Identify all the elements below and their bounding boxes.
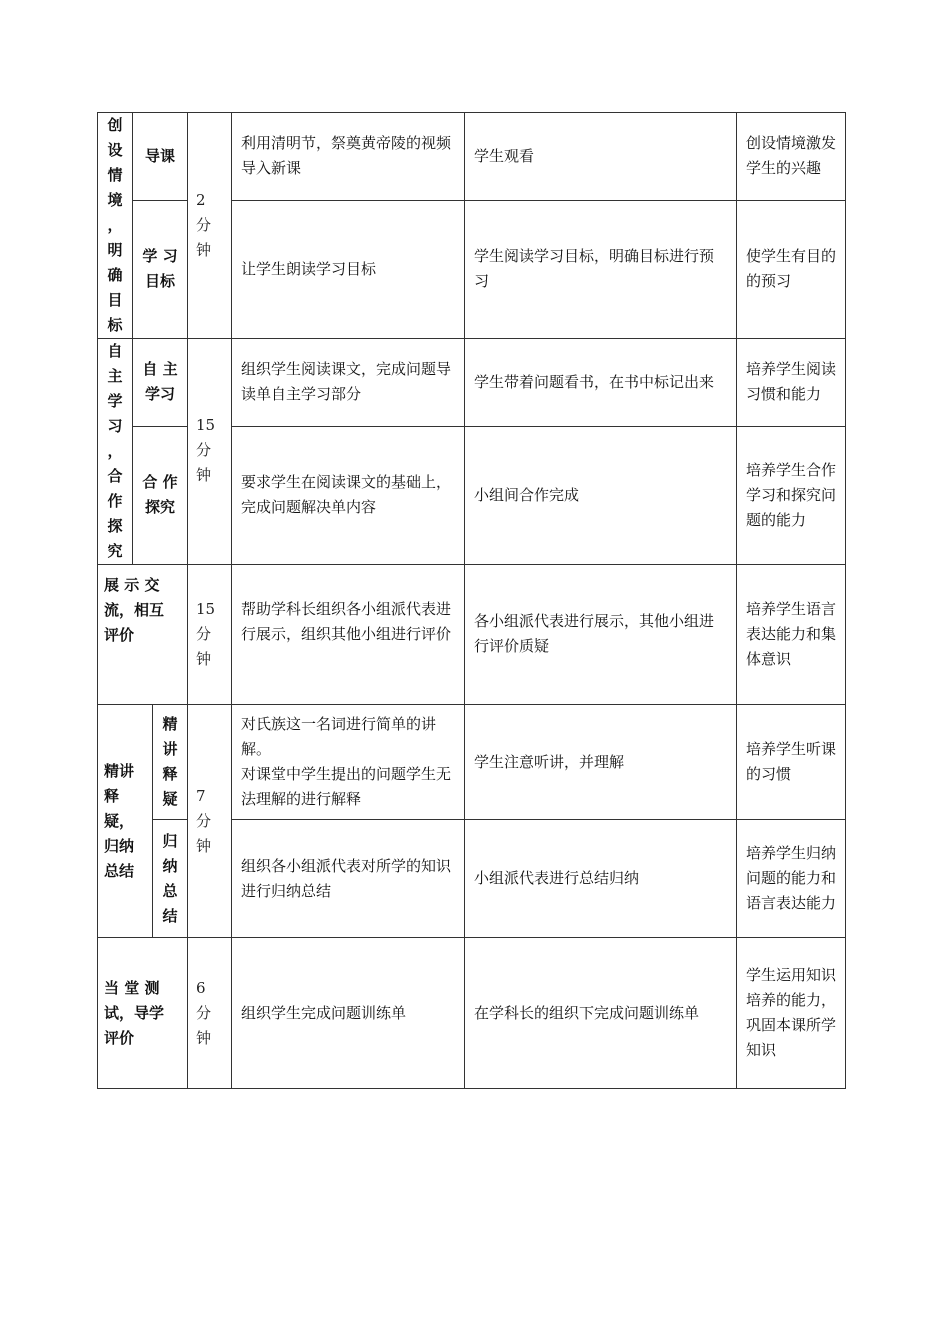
time-cell: 2 分 钟: [188, 113, 232, 339]
time-cell: 15 分 钟: [188, 339, 232, 565]
substage-cell: 学 习 目标: [133, 200, 188, 338]
lesson-plan-table: [97, 112, 846, 1089]
teacher-activity: 组织各小组派代表对所学的知识进行归纳总结: [232, 820, 465, 938]
substage-cell: 归 纳 总 结: [153, 820, 188, 938]
teacher-activity: 帮助学科长组织各小组派代表进行展示，组织其他小组进行评价: [232, 565, 465, 705]
time-cell: 7 分 钟: [188, 705, 232, 938]
design-purpose: 培养学生语言表达能力和集体意识: [737, 565, 846, 705]
design-purpose: 使学生有目的的预习: [737, 200, 846, 338]
stage-cell: 当 堂 测 试，导学 评价: [98, 938, 188, 1089]
table-row: [98, 113, 846, 201]
design-purpose: 学生运用知识培养的能力，巩固本课所学知识: [737, 938, 846, 1089]
design-purpose: 培养学生合作学习和探究问题的能力: [737, 426, 846, 564]
teacher-activity: 组织学生阅读课文，完成问题导读单自主学习部分: [232, 339, 465, 427]
design-purpose: 培养学生阅读习惯和能力: [737, 339, 846, 427]
time-cell: 6 分 钟: [188, 938, 232, 1089]
teacher-activity: 利用清明节，祭奠黄帝陵的视频导入新课: [232, 113, 465, 201]
substage-cell: 合 作 探究: [133, 426, 188, 564]
design-purpose: 创设情境激发学生的兴趣: [737, 113, 846, 201]
design-purpose: 培养学生听课的习惯: [737, 705, 846, 820]
stage-cell: 创 设 情 境 ， 明 确 目 标: [98, 113, 133, 339]
student-activity: 小组派代表进行总结归纳: [465, 820, 737, 938]
student-activity: 学生观看: [465, 113, 737, 201]
table-row: [98, 565, 846, 705]
table-row: [98, 339, 846, 427]
substage-cell: 精 讲 释 疑: [153, 705, 188, 820]
student-activity: 学生带着问题看书，在书中标记出来: [465, 339, 737, 427]
design-purpose: 培养学生归纳问题的能力和语言表达能力: [737, 820, 846, 938]
teacher-activity: 组织学生完成问题训练单: [232, 938, 465, 1089]
student-activity: 各小组派代表进行展示，其他小组进行评价质疑: [465, 565, 737, 705]
substage-cell: 自 主 学习: [133, 339, 188, 427]
table-row: [98, 705, 846, 820]
stage-cell: 展 示 交 流，相互 评价: [98, 565, 188, 705]
stage-cell: 精讲 释 疑， 归纳 总结: [98, 705, 153, 938]
student-activity: 小组间合作完成: [465, 426, 737, 564]
teacher-activity: [232, 705, 465, 820]
stage-cell: 自 主 学 习 ， 合 作 探 究: [98, 339, 133, 565]
substage-cell: 导课: [133, 113, 188, 201]
teacher-activity: 让学生朗读学习目标: [232, 200, 465, 338]
teacher-activity: 要求学生在阅读课文的基础上，完成问题解决单内容: [232, 426, 465, 564]
teacher-activity-line: 对课堂中学生提出的问题学生无法理解的进行解释: [241, 765, 452, 808]
student-activity: 学生阅读学习目标，明确目标进行预习: [465, 200, 737, 338]
student-activity: 学生注意听讲，并理解: [465, 705, 737, 820]
student-activity: 在学科长的组织下完成问题训练单: [465, 938, 737, 1089]
teacher-activity-line: 对氏族这一名词进行简单的讲解。: [241, 715, 437, 758]
table-row: [98, 938, 846, 1089]
time-cell: 15 分 钟: [188, 565, 232, 705]
